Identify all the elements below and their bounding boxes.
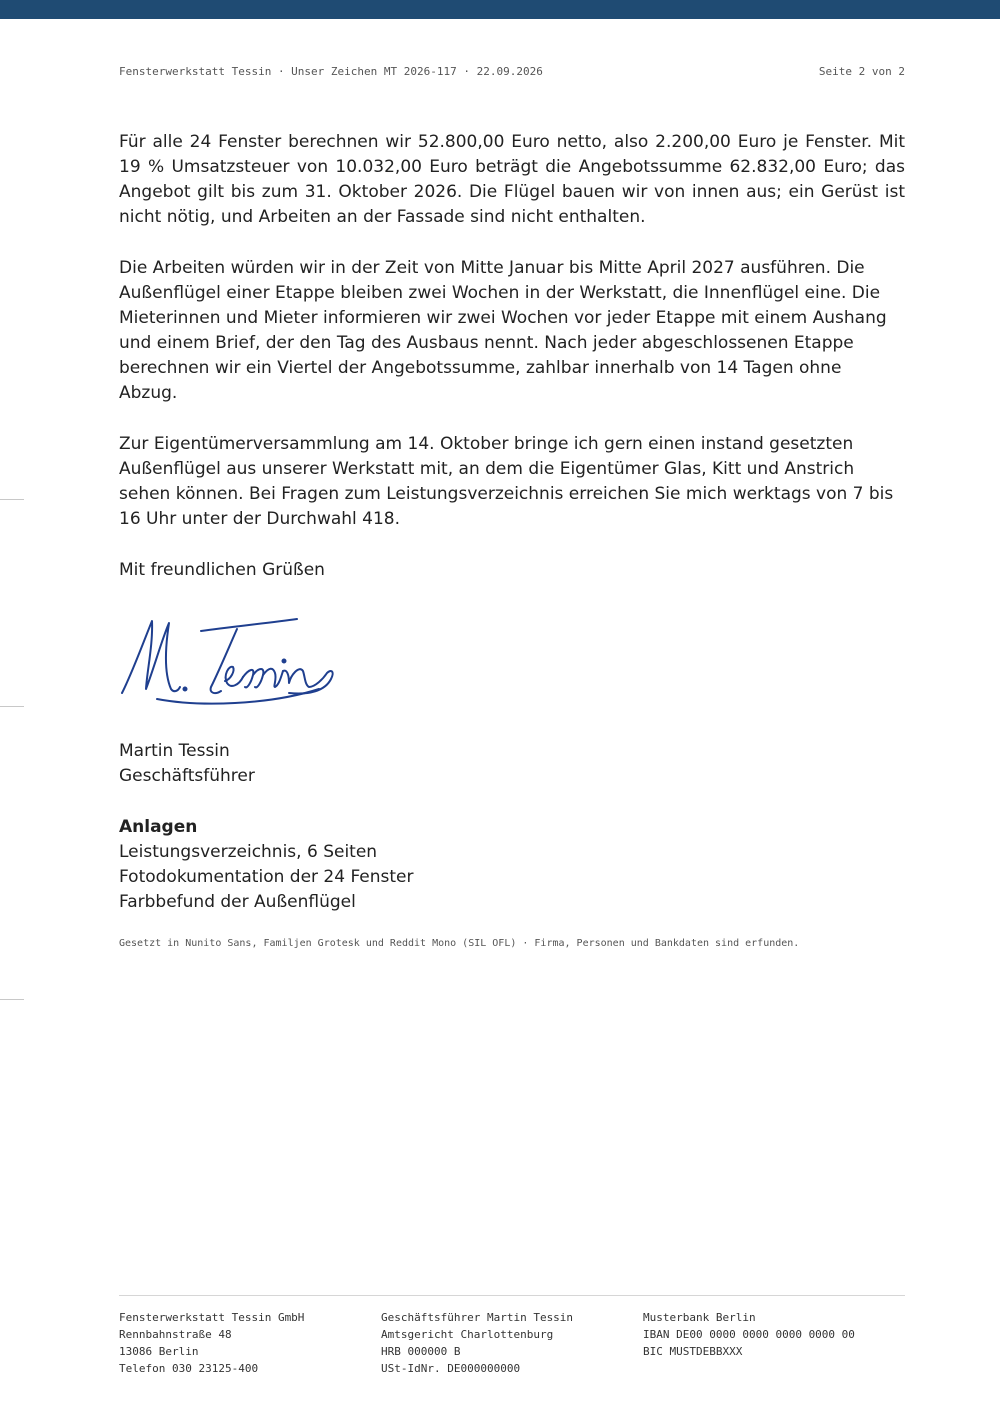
footer-line: BIC MUSTDEBBXXX: [643, 1345, 743, 1358]
footer-line: Amtsgericht Charlottenburg: [381, 1328, 554, 1341]
footer-line: Rennbahnstraße 48: [119, 1328, 232, 1341]
footer-line: USt-IdNr. DE000000000: [381, 1362, 521, 1375]
letter-body: [119, 130, 905, 956]
attachment-item: Leistungsverzeichnis, 6 Seiten: [119, 842, 378, 862]
footer-line: Fensterwerkstatt Tessin GmbH: [119, 1311, 305, 1324]
footer-line: HRB 000000 B: [381, 1345, 461, 1358]
letter-footer: [119, 1309, 905, 1377]
fold-mark: [0, 499, 24, 500]
top-accent-bar: [0, 0, 1000, 19]
footer-management: [381, 1309, 643, 1377]
signature: [119, 609, 905, 739]
signer-title: Geschäftsführer: [119, 766, 255, 786]
running-header: [119, 65, 905, 78]
footer-divider: [119, 1295, 905, 1296]
header-meta: Fensterwerkstatt Tessin · Unser Zeichen MT 2026-117 · 22.09.2026: [119, 65, 543, 78]
footer-company: [119, 1309, 381, 1377]
attachments-title: Anlagen: [119, 817, 198, 837]
body-paragraph: Zur Eigentümerversammlung am 14. Oktober bringe ich gern einen instand gesetzten Außenflügel aus unserer Werkstatt mit, an dem die Eigentümer Glas, Kitt und Anstrich sehen können. Bei Fragen zum Leistungsverzeichnis erreichen Sie mich werktags von 7 bis 16 Uhr unter der Durchwahl 418.: [119, 434, 894, 529]
attachment-item: Fotodokumentation der 24 Fenster: [119, 867, 414, 887]
footer-line: IBAN DE00 0000 0000 0000 0000 00: [643, 1328, 855, 1341]
footer-line: Musterbank Berlin: [643, 1311, 756, 1324]
footer-line: 13086 Berlin: [119, 1345, 199, 1358]
signer-block: [119, 739, 905, 789]
punch-mark: [0, 706, 24, 707]
footer-bank: [643, 1309, 905, 1377]
closing-salutation: Mit freundlichen Grüßen: [119, 560, 325, 580]
attachment-item: Farbbefund der Außenflügel: [119, 892, 356, 912]
fold-mark: [0, 999, 24, 1000]
page-number: Seite 2 von 2: [818, 65, 905, 78]
body-paragraph: Für alle 24 Fenster berechnen wir 52.800,00 Euro netto, also 2.200,00 Euro je Fenster. Mit 19 % Umsatzsteuer von 10.032,00 Euro beträgt die Angebotssumme 62.832,00 Euro; das Angebot gilt bis zum 31. Oktober 2026. Die Flügel bauen wir von innen aus; ein Gerüst ist nicht nötig, und Arbeiten an der Fassade sind nicht enthalten.: [119, 132, 905, 227]
body-paragraph: Die Arbeiten würden wir in der Zeit von Mitte Januar bis Mitte April 2027 ausführen. Die Außenflügel einer Etappe bleiben zwei Wochen in der Werkstatt, die Innenflügel eine. Die Mieterinnen und Mieter informieren wir zwei Wochen vor jeder Etappe mit einem Aushang und einem Brief, der den Tag des Ausbaus nennt. Nach jeder abgeschlossenen Etappe berechnen wir ein Viertel der Angebotssumme, zahlbar innerhalb von 14 Tagen ohne Abzug.: [119, 258, 887, 403]
signature-image: [119, 609, 349, 709]
footer-line: Geschäftsführer Martin Tessin: [381, 1311, 574, 1324]
typeset-note: Gesetzt in Nunito Sans, Familjen Grotesk und Reddit Mono (SIL OFL) · Firma, Personen und Bankdaten sind erfunden.: [119, 938, 800, 949]
footer-line: Telefon 030 23125-400: [119, 1362, 259, 1375]
attachments-block: [119, 815, 905, 915]
signer-name: Martin Tessin: [119, 741, 230, 761]
